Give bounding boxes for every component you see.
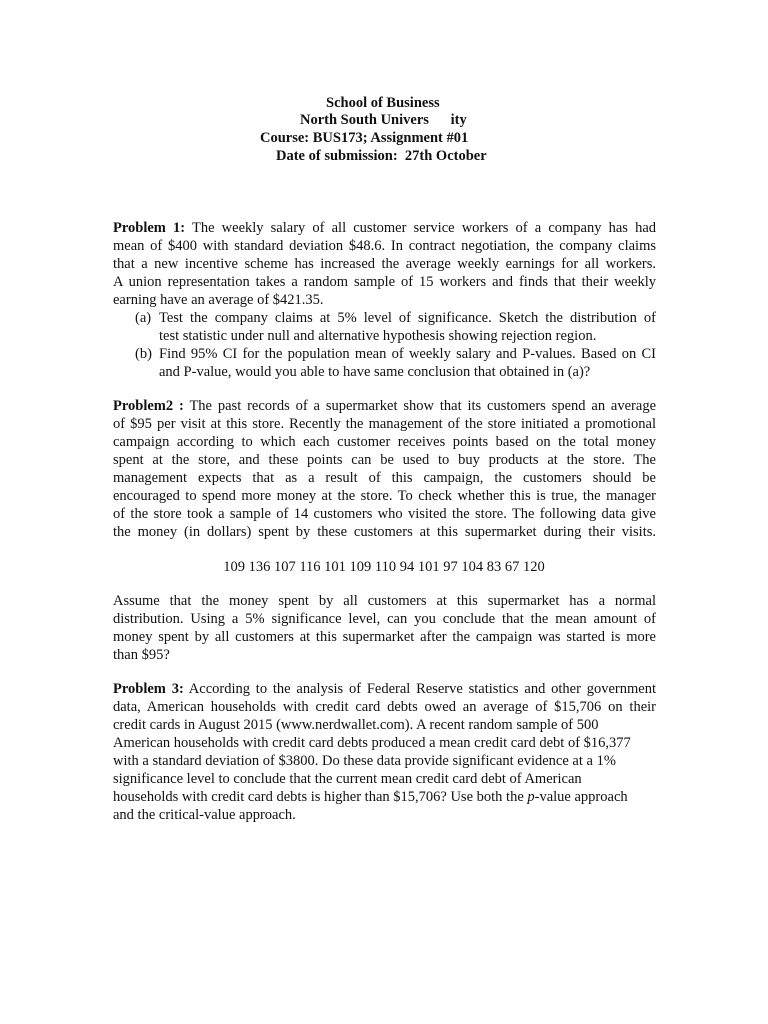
problem-1-label: Problem 1:	[113, 220, 186, 236]
problem-2-question-line-1: Assume that the money spent by all customers at this supermarket has a normal	[113, 593, 656, 609]
part-a-line-2: test statistic under null and alternative hypothesis showing rejection region.	[159, 328, 597, 344]
problem-2-line-5: management expects that as a result of this campaign, the customers should be	[113, 470, 656, 486]
part-b-line-1: Find 95% CI for the population mean of weekly salary and P-values. Based on CI	[159, 346, 656, 362]
problem-2-line-3: campaign according to which each customer receives points based on the total money	[113, 434, 656, 450]
problem-2-line-7: of the store took a sample of 14 customers who visited the store. The following data give	[113, 506, 656, 522]
part-a-marker: (a)	[135, 310, 152, 326]
problem-3-line-5: with a standard deviation of $3800. Do these data provide significant evidence at a 1%	[113, 753, 616, 769]
problem-3-line-1: Problem 3: According to the analysis of Federal Reserve statistics and other government	[113, 681, 656, 697]
problem-2-question	[113, 592, 656, 664]
problem-1-part-a	[113, 309, 656, 345]
problem-1-line-5: earning have an average of $421.35.	[113, 292, 324, 308]
problem-3-line-6: significance level to conclude that the current mean credit card debt of American	[113, 771, 582, 787]
problem-3	[113, 680, 656, 824]
course-title: Course: BUS173; Assignment #01	[260, 130, 469, 146]
problem-2-question-line-2: distribution. Using a 5% significance level, can you conclude that the mean amount of	[113, 611, 656, 627]
problem-3-label: Problem 3:	[113, 681, 184, 697]
submission-date: Date of submission: 27th October	[276, 148, 487, 164]
problem-2-line-1: Problem2 : The past records of a supermarket show that its customers spend an average	[113, 398, 657, 414]
problem-3-line-7: households with credit card debts is higher than $15,706? Use both the p-value approach	[113, 789, 628, 805]
problem-3-line-3: credit cards in August 2015 (www.nerdwallet.com). A recent random sample of 500	[113, 717, 599, 733]
problem-2-line-6: encouraged to spend more money at the store. To check whether this is true, the manager	[113, 488, 656, 504]
problem-2-label: Problem2 :	[113, 398, 184, 414]
problem-3-line-2: data, American households with credit card debts owed an average of $15,706 on their	[113, 699, 656, 715]
part-b-marker: (b)	[135, 346, 152, 362]
school-name: School of Business	[326, 95, 440, 111]
problem-1	[113, 219, 656, 381]
p-italic: p	[527, 789, 535, 805]
problem-3-line-8: and the critical-value approach.	[113, 807, 296, 823]
problem-2-line-8: the money (in dollars) spent by these customers at this supermarket during their visits.	[113, 524, 656, 540]
problem-1-line-3: that a new incentive scheme has increased the average weekly earnings for all workers.	[113, 256, 656, 272]
part-b-line-2: and P-value, would you able to have same conclusion that obtained in (a)?	[159, 364, 591, 380]
part-a-line-1: Test the company claims at 5% level of significance. Sketch the distribution of	[159, 310, 656, 326]
problem-2-line-2: of $95 per visit at this store. Recently the management of the store initiated a promotional	[113, 416, 656, 432]
problem-2-question-line-4: than $95?	[113, 647, 170, 663]
problem-2-question-line-3: money spent by all customers at this supermarket after the campaign was started is more	[113, 629, 656, 645]
problem-1-line-4: A union representation takes a random sample of 15 workers and finds that their weekly	[113, 274, 656, 290]
problem-1-line-1: Problem 1: The weekly salary of all customer service workers of a company has had	[113, 220, 657, 236]
problem-1-line-2: mean of $400 with standard deviation $48.6. In contract negotiation, the company claims	[113, 238, 656, 254]
problem-2	[113, 397, 656, 541]
problem-3-line-4: American households with credit card debts produced a mean credit card debt of $16,377	[113, 735, 631, 751]
university-name: North South Univers ity	[300, 112, 467, 128]
problem-2-line-4: spent at the store, and these points can be used to buy products at the store. The	[113, 452, 656, 468]
problem-2-data: 109 136 107 116 101 109 110 94 101 97 104 83 67 120	[223, 559, 545, 575]
problem-1-part-b	[113, 345, 656, 381]
